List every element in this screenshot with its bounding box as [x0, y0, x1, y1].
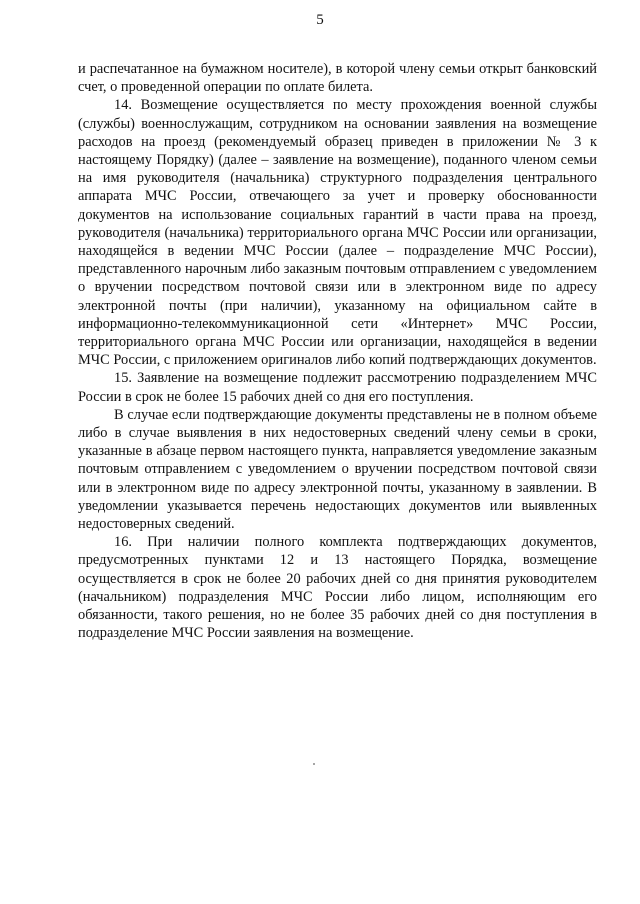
scan-speck [313, 763, 315, 765]
paragraph-continuation: и распечатанное на бумажном носителе), в которой члену семьи открыт банковский счет, о проведенной операции по оплате билета. [78, 61, 597, 96]
paragraph-15: 15. Заявление на возмещение подлежит рассмотрению подразделением МЧС России в срок не более 15 рабочих дней со дня его поступления. [78, 370, 597, 405]
document-body [78, 60, 597, 643]
paragraph-16: 16. При наличии полного комплекта подтверждающих документов, предусмотренных пунктами 12 и 13 настоящего Порядка, возмещение осуществляется в срок не более 20 рабочих дней со дня принятия руководителем (начальником) подразделения МЧС России либо лицом, исполняющим его обязанности, такого решения, но не более 35 рабочих дней со дня поступления в подразделение МЧС России заявления на возмещение. [78, 534, 597, 642]
paragraph-14: 14. Возмещение осуществляется по месту прохождения военной службы (службы) военнослужащим, сотрудником на основании заявления на возмещение расходов на проезд (рекомендуемый образец приведен в приложении № 3 к настоящему Порядку) (далее – заявление на возмещение), поданного членом семьи на имя руководителя (начальника) структурного подразделения центрального аппарата МЧС России, отвечающего за учет и проверку обоснованности документов на использование социальных гарантий в части права на проезд, руководителя (начальника) территориального органа МЧС России или организации, находящейся в ведении МЧС России (далее – подразделение МЧС России), представленного нарочным либо заказным почтовым отправлением с уведомлением о вручении посредством почтовой связи или в электронном виде по адресу электронной почты (при наличии), указанному на официальном сайте в информационно-телекоммуникационной сети «Интернет» МЧС России, территориального органа МЧС России или организации, находящейся в ведении МЧС России, с приложением оригиналов либо копий подтверждающих документов. [78, 97, 597, 369]
page-number: 5 [316, 12, 324, 28]
paragraph-15-second: В случае если подтверждающие документы представлены не в полном объеме либо в случае выявления в них недостоверных сведений члену семьи в сроки, указанные в абзаце первом настоящего пункта, направляется уведомление заказным почтовым отправлением с уведомлением о вручении посредством почтовой связи или в электронном виде по адресу электронной почты, указанному в заявлении. В уведомлении указывается перечень недостающих документов или выявленных недостоверных сведений. [78, 406, 597, 533]
